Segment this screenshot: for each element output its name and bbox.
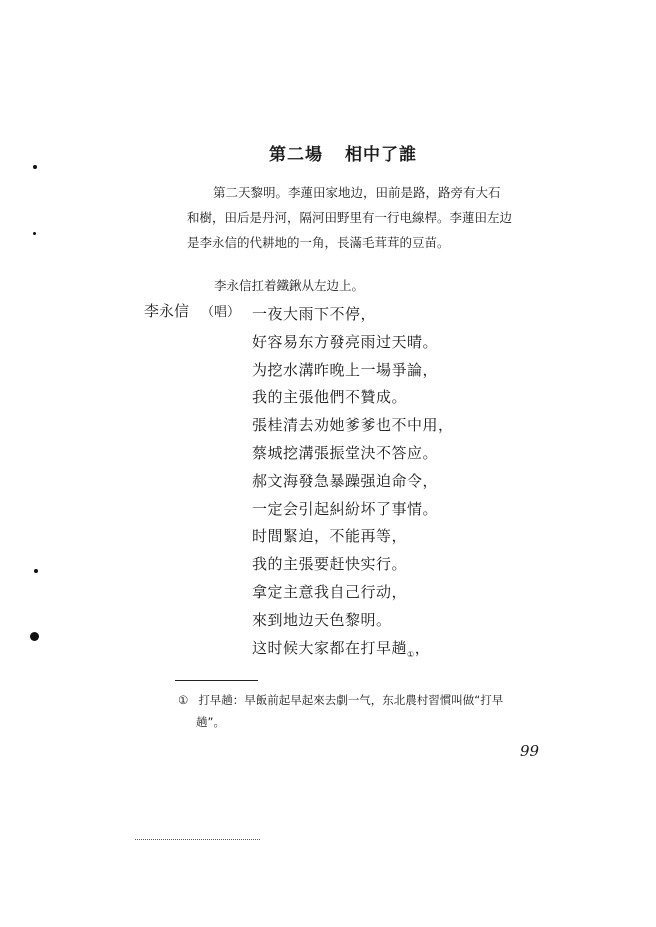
stage-direction-line: 是李永信的代耕地的一角，長滿毛茸茸的豆苗。	[187, 235, 450, 250]
footnote-text: 打早趟：早飯前起早起來去劇一气，东北農村習慣叫做“打早	[198, 693, 504, 707]
speaker-name: 李永信	[144, 302, 190, 320]
scene-number: 第二場	[269, 145, 323, 165]
footnote-mark: ①	[178, 693, 189, 707]
page-number: 99	[520, 742, 540, 760]
verse-punctuation: ，	[414, 638, 431, 657]
verse-line: 蔡城挖溝張振堂決不答应。	[252, 443, 439, 462]
speaker-label	[144, 300, 240, 321]
stage-directions	[187, 180, 513, 255]
stage-direction-line: 和樹，田后是丹河，隔河田野里有一行电線桿。李蓮田左边	[187, 210, 513, 225]
binding-hole-mark	[30, 632, 39, 641]
scene-heading	[0, 140, 656, 165]
verse-line-last	[252, 635, 454, 669]
footnote	[178, 689, 568, 733]
verse-line: 好容易东方發亮雨过天晴。	[252, 332, 439, 351]
scene-title: 相中了誰	[345, 145, 417, 165]
verse-block	[252, 301, 454, 668]
verse-text: 这时候大家都在打早趟	[252, 638, 408, 657]
verse-line: 郝文海發急暴躁强迫命令，	[252, 471, 439, 490]
verse-line: 为挖水溝昨晚上一場爭論，	[252, 360, 439, 379]
binding-hole-mark	[33, 232, 36, 235]
stage-direction-line: 第二天黎明。李蓮田家地边，田前是路，路旁有大石	[213, 185, 501, 200]
verse-line: 时間緊迫，不能再等，	[252, 527, 408, 546]
entrance-direction: 李永信扛着鐵鍬从左边上。	[214, 278, 365, 293]
verse-line: 一夜大雨下不停，	[252, 305, 377, 323]
footnote-divider	[175, 680, 258, 681]
footnote-line	[178, 689, 568, 711]
footnote-line: 趟”。	[196, 715, 225, 729]
binding-hole-mark	[33, 165, 37, 169]
verse-line: 一定会引起糾紛坏了事情。	[252, 499, 439, 518]
scan-artifact-line	[135, 839, 260, 841]
verse-line: 來到地边天色黎明。	[252, 610, 392, 629]
binding-hole-mark	[34, 569, 38, 573]
singing-mode: （唱）	[201, 305, 241, 320]
verse-line: 我的主張要赶快实行。	[252, 555, 408, 574]
verse-line: 我的主張他們不贊成。	[252, 388, 408, 407]
verse-line: 拿定主意我自己行动，	[252, 582, 408, 601]
footnote-reference: ①	[407, 649, 415, 659]
verse-line: 張桂清去劝她爹爹也不中用，	[252, 416, 454, 435]
